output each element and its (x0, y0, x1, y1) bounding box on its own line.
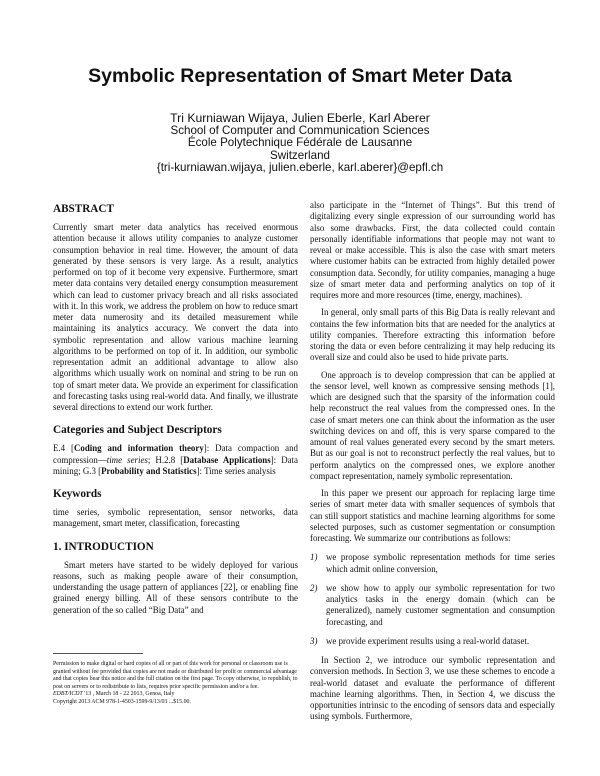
paper-title: Symbolic Representation of Smart Meter Data (88, 65, 512, 87)
keywords-heading: Keywords (53, 488, 102, 500)
affiliation-school: School of Computer and Communication Sciences (170, 123, 430, 137)
contribution-item-2: 2) we show how to apply our symbolic representation for two analytics tasks in the energy domain (which can be generalized), namely customer segmentation and consumption forecasting, and (310, 582, 555, 627)
footnote-rule (53, 653, 143, 654)
introduction-paragraph-2: In general, only small parts of this Big Data is really relevant and contains the few information bits that are needed for the analytics at utility companies. Therefore extracting this information before storing the data or even before centralizing it may help reducing its overall size and could also be used to hide private parts. (310, 307, 555, 363)
categories-text: E.4 [Coding and information theory]: Data compaction and compression—time series; H.2.8 [Database Applications]: Data mining; G.3 [Probability and Statistics]: Time series analysis (53, 443, 298, 476)
affiliation-country: Switzerland (270, 148, 330, 162)
left-column (53, 202, 298, 616)
contribution-item-1: 1) we propose symbolic representation methods for time series which admit online conversion, (310, 552, 555, 574)
introduction-paragraph-4: In this paper we present our approach for replacing large time series of smart meter data with smaller sequences of symbols that can still support statistics and machine learning algorithms for some selected purposes, such as customer segmentation or consumption forecasting. We summarize our contributions as follows: (310, 488, 555, 543)
permission-notice (53, 661, 303, 706)
introduction-paragraph-3: One approach is to develop compression that can be applied at the sensor level, well known as compressive sensing methods [1], which are designed such that the sparsity of the information could help reconstruct the real values from the compressed ones. In the case of smart meters one can think about the information as the user switching devices on and off, this is very sparse compared to the amount of real values generated every second by the smart meters. But as our goal is not to reconstruct perfectly the real values, but to perform analytics on the compressed ones, we explore another compact representation, namely symbolic representation. (310, 369, 555, 481)
introduction-paragraph-1: Smart meters have started to be widely deployed for various reasons, such as making people aware of their consumption, understanding the usage pattern of appliances [22], or enabling fine grained energy billing. All of these sensors contribute to the generation of the so called “Big Data” and (53, 559, 298, 615)
introduction-paragraph-1-cont: also participate in the “Internet of Things”. But this trend of digitalizing every single expression of our surrounding world has also some drawbacks. First, the data collected could contain personally identifiable informations that people may not want to reveal or make accessible. This is also the case with smart meters where customer habits can be extracted from highly detailed power consumption data. Secondly, for utility companies, managing a huge size of smart meter data and performing analytics on top of it requires more and more resources (time, energy, machines). (310, 200, 555, 300)
author-block (0, 112, 600, 175)
right-column (310, 200, 555, 723)
introduction-heading: 1. INTRODUCTION (53, 540, 154, 553)
author-email: {tri-kurniawan.wijaya, julien.eberle, karl.aberer}@epfl.ch (156, 161, 444, 175)
copyright-line: Copyright 2013 ACM 978-1-4503-1599-9/13/03 ...$15.00. (53, 698, 191, 705)
categories-heading: Categories and Subject Descriptors (53, 424, 222, 437)
affiliation-university: École Polytechnique Fédérale de Lausanne (187, 136, 413, 150)
introduction-paragraph-5: In Section 2, we introduce our symbolic representation and conversion methods. In Section 3, we use these schemes to encode a real-world dataset and evaluate the performance of different machine learning algorithms. Then, in Section 4, we discuss the opportunities intrinsic to the encoding of sensors data and especially using symbols. Furthermore, (310, 655, 555, 722)
keywords-text: time series, symbolic representation, sensor networks, data management, smart meter, classification, forecasting (53, 507, 298, 529)
author-names: Tri Kurniawan Wijaya, Julien Eberle, Karl Aberer (170, 111, 430, 125)
abstract-heading: ABSTRACT (53, 203, 114, 215)
contribution-item-3: 3) we provide experiment results using a real-world dataset. (310, 635, 530, 646)
abstract-text: Currently smart meter data analytics has received enormous attention because it allows utility companies to analyze customer consumption behavior in real time. However, the amount of data generated by these sensors is very large. As a result, analytics performed on top of it become very expensive. Furthermore, smart meter data contains very detailed energy consumption measurement which can lead to customer privacy breach and all risks associated with it. In this work, we address the problem on how to reduce smart meter data numerosity and its detailed measurement while maintaining its analytics accuracy. We convert the data into symbolic representation and allow various machine learning algorithms to be performed on top of it. In addition, our symbolic representation admit an additional advantage to allow also algorithms which usually work on nominal and string to be run on top of smart meter data. We provide an experiment for classification and forecasting tasks using real-world data. And finally, we illustrate several directions to extend our work further. (53, 222, 298, 412)
permission-text: Permission to make digital or hard copies of all or part of this work for personal or classroom use is granted without fee provided that copies are not made or distributed for profit or commercial advantage and that copies bear this notice and the full citation on the first page. To copy otherwise, to republish, to post on servers or to redistribute to lists, requires prior specific permission and/or a fee. (53, 661, 298, 690)
conference-line: EDBT/ICDT '13 , March 18 - 22 2013, Genoa, Italy (53, 691, 175, 697)
